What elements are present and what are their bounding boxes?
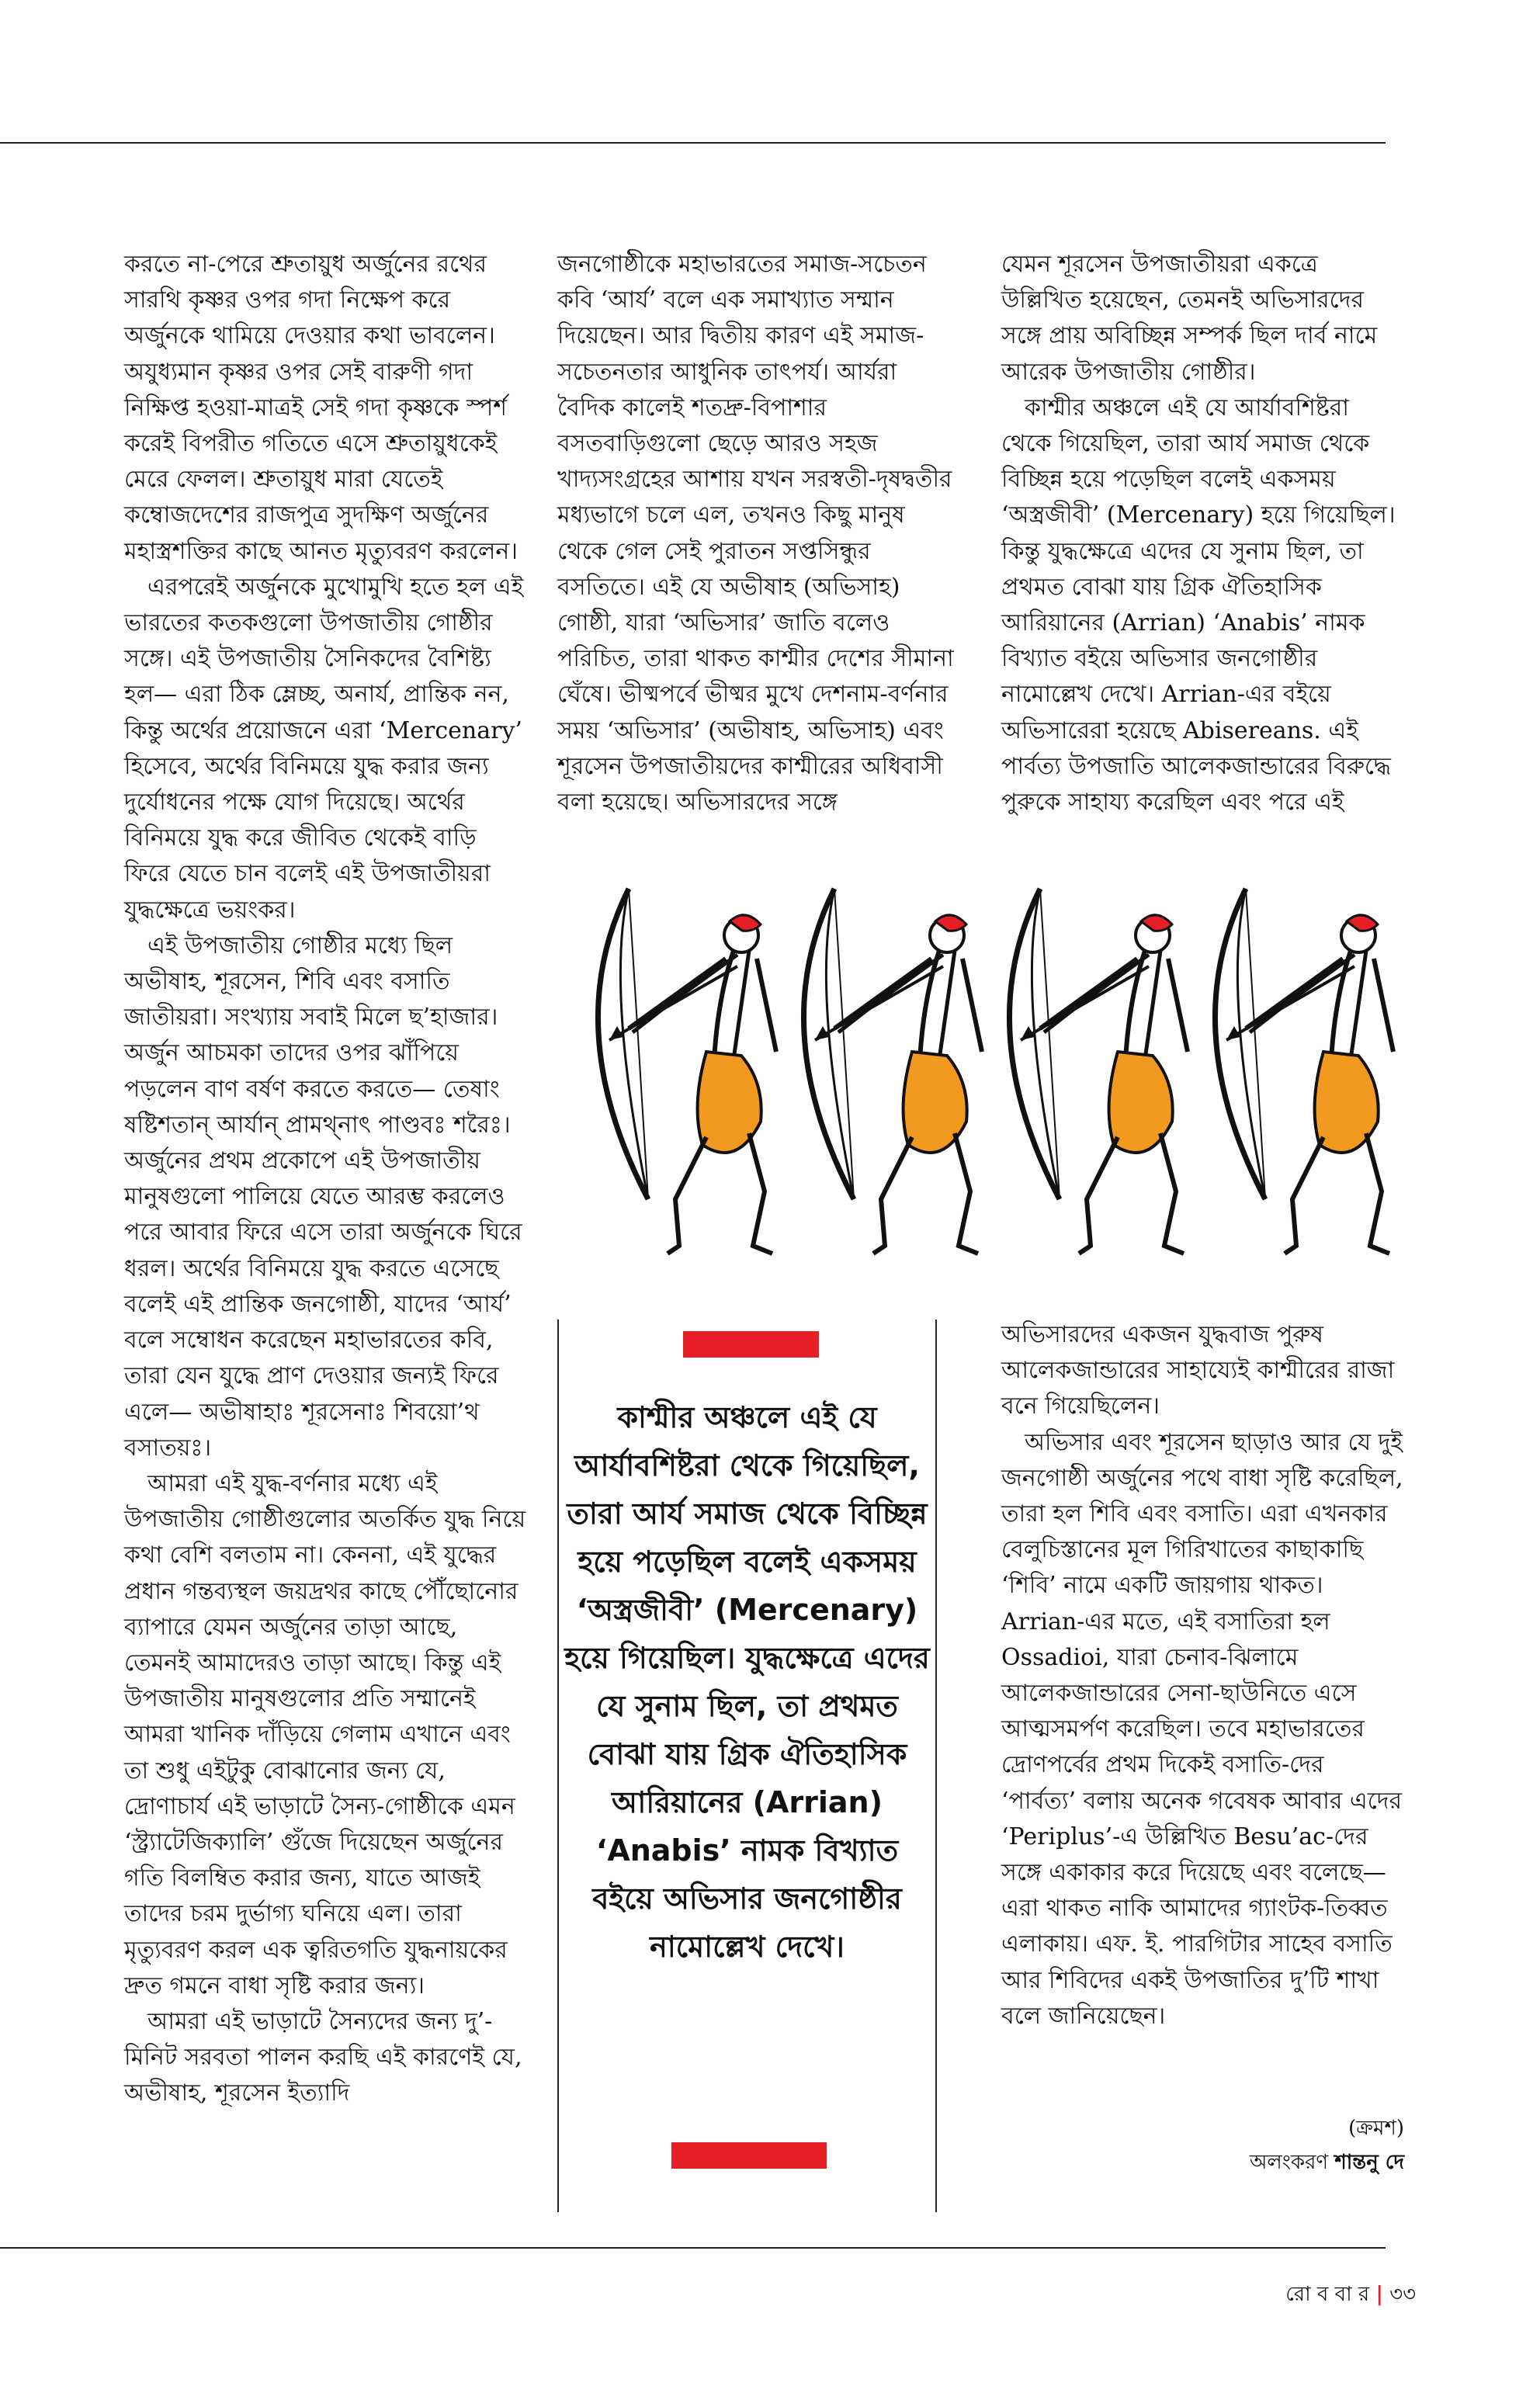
pullquote: কাশ্মীর অঞ্চলে এই যে আর্যাবশিষ্টরা থেকে গিয়েছিল, তারা আর্য সমাজ থেকে বিচ্ছিন্ন হয়ে পড়েছিল বলেই একসময় ‘অস্ত্রজীবী’ (Mercenary) হয়ে গিয়েছিল। যুদ্ধক্ষেত্রে এদের যে সুনাম ছিল, তা প্রথমত বোঝা যায় গ্রিক ঐতিহাসিক আরিয়ানের (Arrian) ‘Anabis’ নামক বিখ্যাত বইয়ে অভিসার জনগোষ্ঠীর নামোল্লেখ দেখে। xyxy=(564,1400,930,1964)
credits xyxy=(1250,2111,1404,2180)
article-column-3-continued xyxy=(1001,1317,1405,2034)
magazine-name: রো ব বা র xyxy=(1285,2283,1370,2306)
paragraph: করতে না-পেরে শ্রুতায়ুধ অর্জুনের রথের সারথি কৃষ্ণর ওপর গদা নিক্ষেপ করে অর্জুনকে থামিয়ে দেওয়ার কথা ভাবলেন। অযুধ্যমান কৃষ্ণর ওপর সেই বারুণী গদা নিক্ষিপ্ত হওয়া-মাত্রই সেই গদা কৃষ্ণকে স্পর্শ করেই বিপরীত গতিতে এসে শ্রুতায়ুধকেই মেরে ফেলল। শ্রুতায়ুধ মারা যেতেই কম্বোজদেশের রাজপুত্র সুদক্ষিণ অর্জুনের মহাস্ত্রশক্তির কাছে আনত মৃত্যুবরণ করলেন। xyxy=(124,251,518,565)
illustration-credit xyxy=(1250,2145,1404,2180)
paragraph: এই উপজাতীয় গোষ্ঠীর মধ্যে ছিল অভীষাহ, শূরসেন, শিবি এবং বসাতি জাতীয়রা। সংখ্যায় সবাই মিলে ছ’হাজার। অর্জুন আচমকা তাদের ওপর ঝাঁপিয়ে পড়লেন বাণ বর্ষণ করতে করতে— তেষাং ষষ্টিশতান্ আর্যান্ প্রামথ্নাৎ পাণ্ডবঃ শরৈঃ। অর্জুনের প্রথম প্রকোপে এই উপজাতীয় মানুষগুলো পালিয়ে যেতে আরম্ভ করলেও পরে আবার ফিরে এসে তারা অর্জুনকে ঘিরে ধরল। অর্থের বিনিময়ে যুদ্ধ করতে এসেছে বলেই এই প্রান্তিক জনগোষ্ঠী, যাদের ‘আর্য’ বলে সম্বোধন করেছেন মহাভারতের কবি, তারা যেন যুদ্ধে প্রাণ দেওয়ার জন্যই ফিরে এলে— অভীষাহাঃ শূরসেনাঃ শিবয়ো’থ বসাতয়ঃ। xyxy=(124,931,522,1462)
archer-figure-icon xyxy=(1215,889,1393,1254)
archer-figure-icon xyxy=(803,889,982,1254)
paragraph: আমরা এই ভাড়াটে সৈন্যদের জন্য দু’-মিনিট সরবতা পালন করছি এই কারণেই যে, অভীষাহ, শূরসেন ইত্যাদি xyxy=(124,2007,522,2107)
article-column-3 xyxy=(1001,247,1405,820)
archers-illustration xyxy=(574,865,1405,1277)
credit-label: অলংকরণ xyxy=(1249,2151,1329,2174)
paragraph: অভিসারদের একজন যুদ্ধবাজ পুরুষ আলেকজান্ডারের সাহায্যেই কাশ্মীরের রাজা বনে গিয়েছিলেন। xyxy=(1001,1321,1395,1420)
article-column-1 xyxy=(124,247,528,2112)
paragraph: এরপরেই অর্জুনকে মুখোমুখি হতে হল এই ভারতের কতকগুলো উপজাতীয় গোষ্ঠীর সঙ্গে। এই উপজাতীয় সৈনিকদের বৈশিষ্ট্য হল— এরা ঠিক ম্লেচ্ছ, অনার্য, প্রান্তিক নন, কিন্তু অর্থের প্রয়োজনে এরা ‘Mercenary’ হিসেবে, অর্থের বিনিময়ে যুদ্ধ করার জন্য দুর্যোধনের পক্ষে যোগ দিয়েছে। অর্থের বিনিময়ে যুদ্ধ করে জীবিত থেকেই বাড়ি ফিরে যেতে চান বলেই এই উপজাতীয়রা যুদ্ধক্ষেত্রে ভয়ংকর। xyxy=(124,573,524,924)
paragraph: যেমন শূরসেন উপজাতীয়রা একত্রে উল্লিখিত হয়েছেন, তেমনই অভিসারদের সঙ্গে প্রায় অবিচ্ছিন্ন সম্পর্ক ছিল দার্ব নামে আরেক উপজাতীয় গোষ্ঠীর। xyxy=(1001,251,1378,386)
top-rule xyxy=(0,142,1386,144)
article-column-2 xyxy=(557,247,961,820)
pullquote-right-rule xyxy=(935,1320,937,2212)
pullquote-left-rule xyxy=(557,1320,559,2212)
paragraph: অভিসার এবং শূরসেন ছাড়াও আর যে দুই জনগোষ্ঠী অর্জুনের পথে বাধা সৃষ্টি করেছিল, তারা হল শিবি এবং বসাতি। এরা এখনকার বেলুচিস্তানের মূল গিরিখাতের কাছাকাছি ‘শিবি’ নামে একটি জায়গায় থাকত। Arrian-এর মতে, এই বসাতিরা হল Ossadioi, যারা চেনাব-ঝিলামে আলেকজান্ডারের সেনা-ছাউনিতে এসে আত্মসমর্পণ করেছিল। তবে মহাভারতের দ্রোণপর্বের প্রথম দিকেই বসাতি-দের ‘পার্বত্য’ বলায় অনেক গবেষক আবার এদের ‘Periplus’-এ উল্লিখিত Besu’ac-দের সঙ্গে একাকার করে দিয়েছে এবং বলেছে— এরা থাকত নাকি আমাদের গ্যাংটক-তিব্বত এলাকায়। এফ. ই. পারগিটার সাহেব বসাতি আর শিবিদের একই উপজাতির দু’টি শাখা বলে জানিয়েছেন। xyxy=(1001,1428,1403,2030)
pullquote-top-bar xyxy=(683,1331,819,1358)
paragraph: আমরা এই যুদ্ধ-বর্ণনার মধ্যে এই উপজাতীয় গোষ্ঠীগুলোর অতর্কিত যুদ্ধ নিয়ে কথা বেশি বলতাম না। কেননা, এই যুদ্ধের প্রধান গন্তব্যস্থল জয়দ্রথর কাছে পৌঁছোনোর ব্যাপারে যেমন অর্জুনের তাড়া আছে, তেমনই আমাদেরও তাড়া আছে। কিন্তু এই উপজাতীয় মানুষগুলোর প্রতি সম্মানেই আমরা খানিক দাঁড়িয়ে গেলাম এখানে এবং তা শুধু এইটুকু বোঝানোর জন্য যে, দ্রোণাচার্য এই ভাড়াটে সৈন্য-গোষ্ঠীকে এমন ‘স্ট্র্যাটেজিক্যালি’ গুঁজে দিয়েছেন অর্জুনের গতি বিলম্বিত করার জন্য, যাতে আজই তাদের চরম দুর্ভাগ্য ঘনিয়ে এল। তারা মৃত্যুবরণ করল এক ত্বরিতগতি যুদ্ধনায়কের দ্রুত গমনে বাধা সৃষ্টি করার জন্য। xyxy=(124,1469,526,1999)
footer-separator: | xyxy=(1375,2283,1383,2306)
illustrator-name: শান্তনু দে xyxy=(1334,2151,1404,2174)
pullquote-bottom-bar xyxy=(671,2142,827,2169)
bottom-rule xyxy=(0,2247,1386,2249)
archer-figure-icon xyxy=(1009,889,1188,1254)
archer-figure-icon xyxy=(598,889,776,1254)
page-number: ৩৩ xyxy=(1389,2283,1416,2306)
paragraph: জনগোষ্ঠীকে মহাভারতের সমাজ-সচেতন কবি ‘আর্য’ বলে এক সমাখ্যাত সম্মান দিয়েছেন। আর দ্বিতীয় কারণ এই সমাজ-সচেতনতার আধুনিক তাৎপর্য। আর্যরা বৈদিক কালেই শতদ্রু-বিপাশার বসতবাড়িগুলো ছেড়ে আরও সহজ খাদ্যসংগ্রহের আশায় যখন সরস্বতী-দৃষদ্বতীর মধ্যভাগে চলে এল, তখনও কিছু মানুষ থেকে গেল সেই পুরাতন সপ্তসিন্ধুর বসতিতে। এই যে অভীষাহ (অভিসাহ) গোষ্ঠী, যারা ‘অভিসার’ জাতি বলেও পরিচিত, তারা থাকত কাশ্মীর দেশের সীমানা ঘেঁষে। ভীষ্মপর্বে ভীষ্মর মুখে দেশনাম-বর্ণনার সময় ‘অভিসার’ (অভীষাহ, অভিসাহ) এবং শূরসেন উপজাতীয়দের কাশ্মীরের অধিবাসী বলা হয়েছে। অভিসারদের সঙ্গে xyxy=(557,251,954,817)
page-footer xyxy=(1285,2278,1416,2312)
continued-label: (ক্রমশ) xyxy=(1348,2117,1404,2140)
paragraph: কাশ্মীর অঞ্চলে এই যে আর্যাবশিষ্টরা থেকে গিয়েছিল, তারা আর্য সমাজ থেকে বিচ্ছিন্ন হয়ে পড়েছিল বলেই একসময় ‘অস্ত্রজীবী’ (Mercenary) হয়ে গিয়েছিল। কিন্তু যুদ্ধক্ষেত্রে এদের যে সুনাম ছিল, তা প্রথমত বোঝা যায় গ্রিক ঐতিহাসিক আরিয়ানের (Arrian) ‘Anabis’ নামক বিখ্যাত বইয়ে অভিসার জনগোষ্ঠীর নামোল্লেখ দেখে। Arrian-এর বইয়ে অভিসারেরা হয়েছে Abisereans. এই পার্বত্য উপজাতি আলেকজান্ডারের বিরুদ্ধে পুরুকে সাহায্য করেছিল এবং পরে এই xyxy=(1001,394,1396,817)
